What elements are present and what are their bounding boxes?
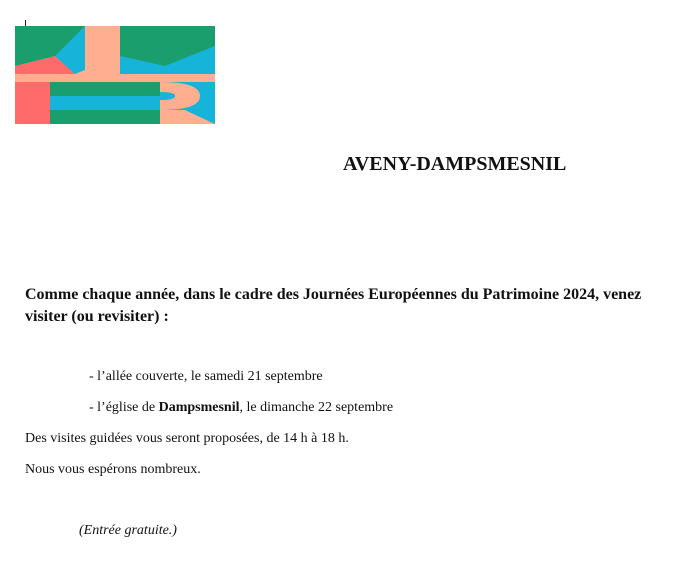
list-item-prefix: - l’église de [89, 400, 159, 415]
list-item-text: - l’allée couverte, le samedi 21 septembre [89, 369, 323, 384]
entry-note: (Entrée gratuite.) [79, 523, 177, 538]
journees-patrimoine-logo-icon [15, 26, 215, 124]
intro-paragraph: Comme chaque année, dans le cadre des Journées Européennes du Patrimoine 2024, venez visiter (ou revisiter) : [25, 286, 642, 325]
place-name: Dampsmesnil [158, 400, 240, 415]
list-item-suffix: , le dimanche 22 septembre [239, 400, 394, 415]
page-title: AVENY-DAMPSMESNIL [343, 153, 567, 175]
list-item [89, 400, 393, 416]
visits-paragraph: Des visites guidées vous seront proposées, de 14 h à 18 h. [25, 431, 349, 446]
closing-paragraph: Nous vous espérons nombreux. [25, 462, 201, 477]
list-item [89, 369, 323, 385]
